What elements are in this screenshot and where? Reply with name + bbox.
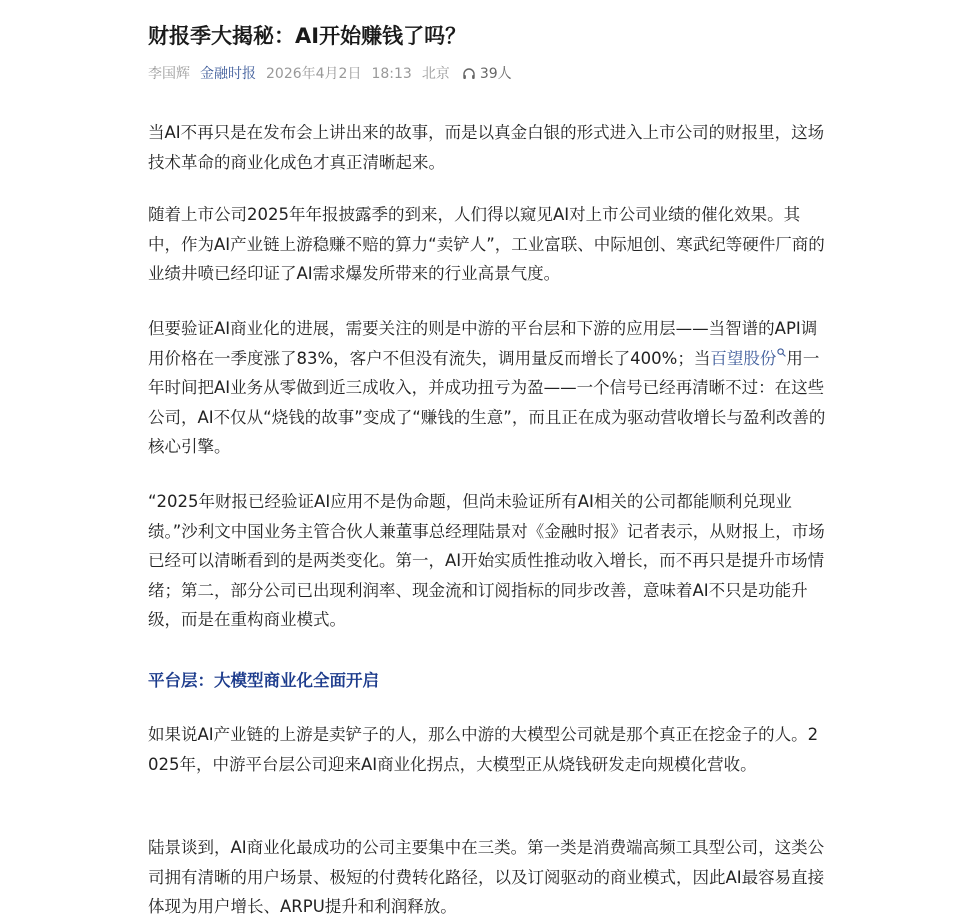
- listen-count: 39人: [479, 66, 512, 82]
- company-link-label: 百望股份: [710, 348, 777, 368]
- paragraph-5: 如果说AI产业链的上游是卖铲子的人，那么中游的大模型公司就是那个真正在挖金子的人。2025年，中游平台层公司迎来AI商业化拐点，大模型正从烧钱研发走向规模化营收。: [148, 725, 819, 774]
- paragraph-2: 随着上市公司2025年年报披露季的到来，人们得以窥见AI对上市公司业绩的催化效果。其中，作为AI产业链上游稳赚不赔的算力“卖铲人”，工业富联、中际旭创、寒武纪等硬件厂商的业绩井喷已经印证了AI需求爆发所带来的行业高景气度。: [148, 205, 825, 284]
- headphones-icon: [462, 67, 476, 81]
- company-link-baiwang[interactable]: [710, 349, 786, 368]
- publish-location: 北京: [421, 66, 450, 82]
- section-heading: 平台层：大模型商业化全面开启: [148, 671, 379, 690]
- search-icon: [777, 348, 786, 357]
- author-name: 李国辉: [148, 66, 190, 82]
- publish-time: 18:13: [371, 66, 412, 82]
- paragraph-3: [148, 314, 828, 462]
- article-meta: [148, 63, 532, 85]
- paragraph-6: 陆景谈到，AI商业化最成功的公司主要集中在三类。第一类是消费端高频工具型公司，这类公司拥有清晰的用户场景、极短的付费转化路径，以及订阅驱动的商业模式，因此AI最容易直接体现为用户增长、ARPU提升和利润释放。: [148, 838, 825, 917]
- article-title: 财报季大揭秘：AI开始赚钱了吗？: [148, 24, 467, 48]
- listen-button[interactable]: [462, 63, 522, 85]
- source-link[interactable]: 金融时报: [200, 66, 256, 82]
- paragraph-4: “2025年财报已经验证AI应用不是伪命题，但尚未验证所有AI相关的公司都能顺利兑现业绩。”沙利文中国业务主管合伙人兼董事总经理陆景对《金融时报》记者表示，从财报上，市场已经可以清晰看到的是两类变化。第一，AI开始实质性推动收入增长，而不再只是提升市场情绪；第二，部分公司已出现利润率、现金流和订阅指标的同步改善，意味着AI不只是功能升级，而是在重构商业模式。: [148, 492, 825, 630]
- paragraph-3-text-after: 用一年时间把AI业务从零做到近三成收入，并成功扭亏为盈——一个信号已经再清晰不过：在这些公司，AI不仅从“烧钱的故事”变成了“赚钱的生意”，而且正在成为驱动营收增长与盈利改善的核心引擎。: [148, 348, 826, 457]
- paragraph-3-text-before: 但要验证AI商业化的进展，需要关注的则是中游的平台层和下游的应用层——当智谱的API调用价格在一季度涨了83%，客户不但没有流失，调用量反而增长了400%；当: [148, 319, 818, 368]
- paragraph-1: 当AI不再只是在发布会上讲出来的故事，而是以真金白银的形式进入上市公司的财报里，这场技术革命的商业化成色才真正清晰起来。: [148, 123, 825, 172]
- publish-date: 2026年4月2日: [266, 66, 362, 82]
